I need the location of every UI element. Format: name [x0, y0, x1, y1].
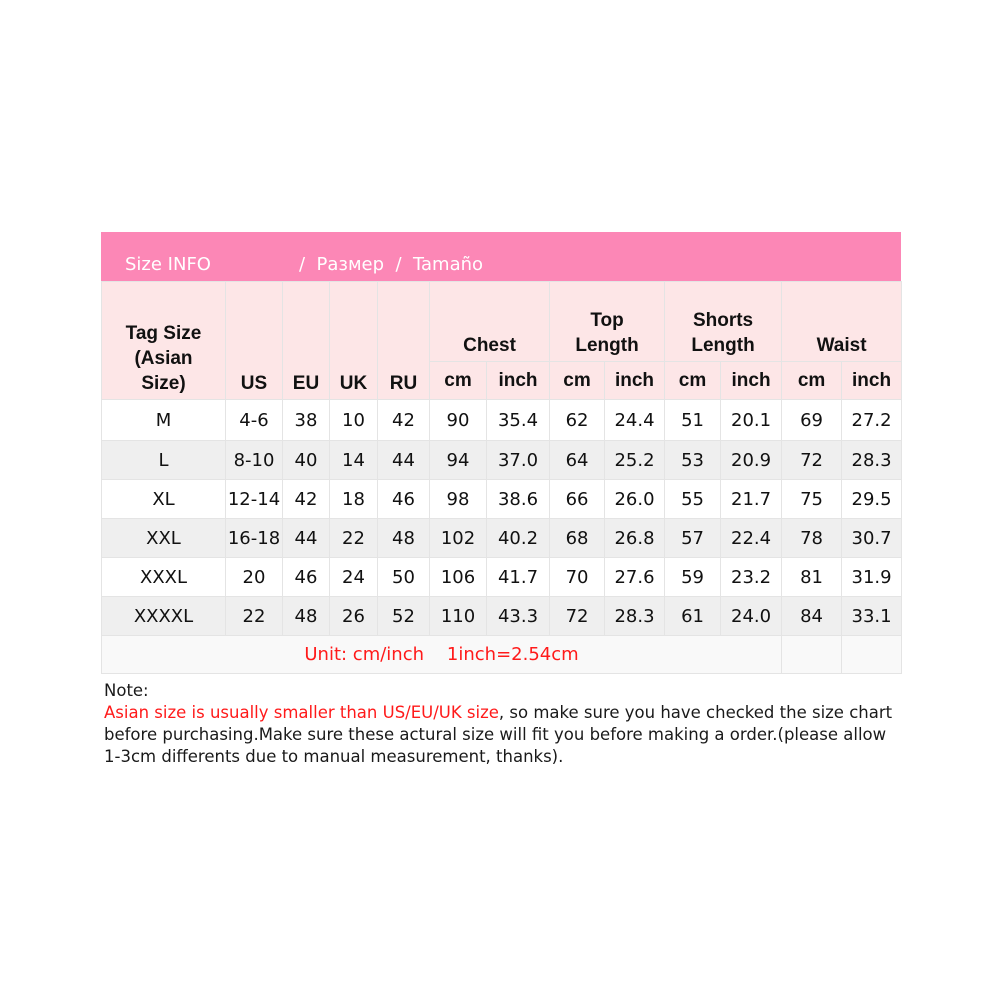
table-row — [102, 441, 902, 480]
chest-inch-cell: 37.0 — [487, 441, 550, 480]
us-cell: 8-10 — [226, 441, 283, 480]
uk-cell: 24 — [330, 558, 378, 597]
eu-cell: 44 — [283, 519, 330, 558]
uk-cell: 18 — [330, 480, 378, 519]
waist-cm-header: cm — [782, 362, 842, 400]
tag-size-cell: L — [102, 441, 226, 480]
ru-cell: 52 — [378, 597, 430, 636]
size-chart — [101, 232, 901, 766]
us-cell: 12-14 — [226, 480, 283, 519]
shorts-cm-cell: 61 — [665, 597, 721, 636]
us-cell: 20 — [226, 558, 283, 597]
empty-cell — [842, 636, 902, 674]
note-label: Note: — [104, 681, 149, 700]
top-cm-header: cm — [550, 362, 605, 400]
shorts-cm-cell: 51 — [665, 400, 721, 441]
top-inch-cell: 25.2 — [605, 441, 665, 480]
table-row — [102, 597, 902, 636]
top-inch-cell: 28.3 — [605, 597, 665, 636]
uk-cell: 10 — [330, 400, 378, 441]
uk-cell: 22 — [330, 519, 378, 558]
table-row — [102, 400, 902, 441]
waist-inch-cell: 30.7 — [842, 519, 902, 558]
shorts-cm-cell: 55 — [665, 480, 721, 519]
shorts-inch-cell: 20.1 — [721, 400, 782, 441]
chest-inch-cell: 35.4 — [487, 400, 550, 441]
header-row — [102, 282, 902, 362]
uk-header: UK — [330, 282, 378, 400]
waist-inch-header: inch — [842, 362, 902, 400]
waist-cm-cell: 75 — [782, 480, 842, 519]
shorts-inch-cell: 20.9 — [721, 441, 782, 480]
size-info-banner — [101, 232, 901, 281]
ru-cell: 48 — [378, 519, 430, 558]
shorts-cm-cell: 57 — [665, 519, 721, 558]
shorts-inch-cell: 24.0 — [721, 597, 782, 636]
uk-cell: 14 — [330, 441, 378, 480]
chest-cm-cell: 98 — [430, 480, 487, 519]
us-cell: 4-6 — [226, 400, 283, 441]
waist-inch-cell: 29.5 — [842, 480, 902, 519]
ru-header: RU — [378, 282, 430, 400]
tag-size-cell: XXXXL — [102, 597, 226, 636]
waist-cm-cell: 84 — [782, 597, 842, 636]
waist-cm-cell: 81 — [782, 558, 842, 597]
chest-inch-cell: 38.6 — [487, 480, 550, 519]
table-row — [102, 558, 902, 597]
eu-cell: 46 — [283, 558, 330, 597]
eu-cell: 40 — [283, 441, 330, 480]
top-cm-cell: 64 — [550, 441, 605, 480]
top-cm-cell: 68 — [550, 519, 605, 558]
shorts-inch-cell: 23.2 — [721, 558, 782, 597]
chest-inch-cell: 41.7 — [487, 558, 550, 597]
empty-cell — [782, 636, 842, 674]
top-length-header: Top Length — [550, 282, 665, 362]
unit-row — [102, 636, 902, 674]
chest-cm-header: cm — [430, 362, 487, 400]
eu-header: EU — [283, 282, 330, 400]
top-inch-cell: 24.4 — [605, 400, 665, 441]
waist-header: Waist — [782, 282, 902, 362]
shorts-inch-cell: 21.7 — [721, 480, 782, 519]
waist-cm-cell: 69 — [782, 400, 842, 441]
chest-cm-cell: 94 — [430, 441, 487, 480]
us-cell: 16-18 — [226, 519, 283, 558]
chest-cm-cell: 106 — [430, 558, 487, 597]
eu-cell: 42 — [283, 480, 330, 519]
tag-size-cell: XXXL — [102, 558, 226, 597]
top-cm-cell: 70 — [550, 558, 605, 597]
us-header: US — [226, 282, 283, 400]
eu-cell: 48 — [283, 597, 330, 636]
waist-inch-cell: 28.3 — [842, 441, 902, 480]
uk-cell: 26 — [330, 597, 378, 636]
top-cm-cell: 62 — [550, 400, 605, 441]
waist-inch-cell: 33.1 — [842, 597, 902, 636]
us-cell: 22 — [226, 597, 283, 636]
ru-cell: 42 — [378, 400, 430, 441]
ru-cell: 46 — [378, 480, 430, 519]
ru-cell: 50 — [378, 558, 430, 597]
top-inch-cell: 26.0 — [605, 480, 665, 519]
chest-inch-cell: 43.3 — [487, 597, 550, 636]
top-cm-cell: 72 — [550, 597, 605, 636]
waist-cm-cell: 72 — [782, 441, 842, 480]
chest-cm-cell: 90 — [430, 400, 487, 441]
waist-inch-cell: 31.9 — [842, 558, 902, 597]
top-cm-cell: 66 — [550, 480, 605, 519]
top-inch-cell: 26.8 — [605, 519, 665, 558]
shorts-inch-header: inch — [721, 362, 782, 400]
eu-cell: 38 — [283, 400, 330, 441]
note-block — [101, 674, 901, 766]
waist-cm-cell: 78 — [782, 519, 842, 558]
note-warning: Asian size is usually smaller than US/EU/UK size — [104, 703, 499, 722]
waist-inch-cell: 27.2 — [842, 400, 902, 441]
shorts-inch-cell: 22.4 — [721, 519, 782, 558]
chest-header: Chest — [430, 282, 550, 362]
chest-cm-cell: 110 — [430, 597, 487, 636]
tag-size-header: Tag Size (Asian Size) — [102, 282, 226, 400]
chest-inch-header: inch — [487, 362, 550, 400]
tag-size-cell: XXL — [102, 519, 226, 558]
chest-cm-cell: 102 — [430, 519, 487, 558]
shorts-length-header: Shorts Length — [665, 282, 782, 362]
banner-translations: / Размер / Tamaño — [299, 254, 484, 275]
shorts-cm-cell: 53 — [665, 441, 721, 480]
size-table — [101, 281, 902, 674]
note-body — [104, 702, 901, 768]
table-row — [102, 480, 902, 519]
note-text: , so make sure you have checked the size chart before purchasing.Make sure these actural size will fit you before making a order.(please allow 1-3cm differents due to manual measurement, thanks). — [104, 703, 893, 766]
ru-cell: 44 — [378, 441, 430, 480]
top-inch-cell: 27.6 — [605, 558, 665, 597]
shorts-cm-header: cm — [665, 362, 721, 400]
shorts-cm-cell: 59 — [665, 558, 721, 597]
banner-title: Size INFO — [125, 254, 211, 275]
tag-size-cell: XL — [102, 480, 226, 519]
table-row — [102, 519, 902, 558]
unit-text: Unit: cm/inch 1inch=2.54cm — [102, 636, 782, 674]
tag-size-cell: M — [102, 400, 226, 441]
top-inch-header: inch — [605, 362, 665, 400]
chest-inch-cell: 40.2 — [487, 519, 550, 558]
